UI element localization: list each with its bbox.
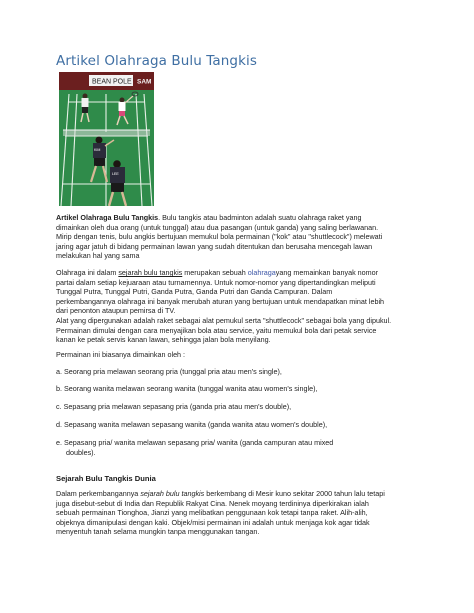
rules-line-1: Olahraga ini dalam sejarah bulu tangkis merupakan sebuah olahragayang memainkan banyak nomor (56, 268, 379, 277)
intro-line-2: dimainkan oleh dua orang (untuk tunggal) atau dua pasangan (untuk ganda) yang saling berlawanan. (56, 222, 379, 232)
intro-line-3: Mirip dengan tenis, bulu angkis bertujuan memukul bola permainan ("kok" atau "shuttlecock") melewati (56, 232, 383, 242)
rules-line-8: kanan ke petak servis kanan lawan, sehingga jalan bola menyilang. (56, 335, 271, 345)
list-item: c. Sepasang pria melawan sepasang pria (ganda pria atau men's double), (56, 402, 292, 411)
list-intro: Permainan ini biasanya dimainkan oleh : (56, 350, 186, 359)
sejarah-link[interactable]: sejarah bulu tangkis (118, 268, 183, 277)
badminton-photo (59, 72, 154, 206)
rules-line-5: dari penonton ataupun pemirsa di TV. (56, 306, 176, 316)
history-line-5: menyentuh tanah selama mungkin tanpa menggunakan tangan. (56, 527, 260, 537)
article-title: Artikel Olahraga Bulu Tangkis (56, 53, 258, 69)
history-line-4: objeknya dimanipulasi dengan kaki. Objek/misi permainan ini adalah untuk menjaga kok agar tidak (56, 517, 370, 527)
list-item: d. Sepasang wanita melawan sepasang wanita (ganda wanita atau women's double), (56, 420, 328, 429)
rules-paragraph (56, 268, 426, 345)
intro-line-5: melakukan hal yang sama (56, 251, 140, 261)
section-heading: Sejarah Bulu Tangkis Dunia (56, 474, 156, 483)
rules-line-7: Permainan dimulai dengan cara menyajikan bola atau service, yaitu memukul bola dari petak service (56, 325, 377, 335)
list-item-continuation: doubles). (66, 447, 96, 457)
rules-line-3: Tunggal Putra, Tunggal Putri, Ganda Putra, Ganda Putri dan Ganda Campuran. Dalam (56, 287, 333, 297)
intro-line-4: jaring agar jatuh di bidang permainan lawan yang sudah ditentukan dan berusaha mencegah lawan (56, 241, 373, 251)
rules-line-2: partai dalam setiap kejuaraan atau turnamennya. Untuk nomor-nomor yang dipertandingkan meliputi (56, 277, 376, 287)
history-line-1: Dalam perkembangannya sejarah bulu tangkis berkembang di Mesir kuno sekitar 2000 tahun lalu tetapi (56, 489, 385, 498)
list-item: a. Seorang pria melawan seorang pria (tunggal pria atau men's single), (56, 367, 282, 376)
list-item: b. Seorang wanita melawan seorang wanita (tunggal wanita atau women's single), (56, 384, 318, 393)
history-line-2: juga disebut-sebut di India dan Republik Rakyat Cina. Nenek moyang terdininya diperkirakan ialah (56, 498, 369, 508)
badminton-photo-illustration (59, 72, 154, 206)
rules-line-6: Alat yang dipergunakan adalah raket sebagai alat pemukul serta "shuttlecock" sebagai bola yang dipukul. (56, 315, 392, 325)
shirt-text-2: LEE (112, 172, 119, 176)
intro-paragraph (56, 213, 426, 261)
intro-line-1: Artikel Olahraga Bulu Tangkis. Bulu tangkis atau badminton adalah suatu olahraga raket yang (56, 213, 362, 222)
list-item: e. Sepasang pria/ wanita melawan sepasang pria/ wanita (ganda campuran atau mixed doubles). (56, 438, 426, 457)
history-paragraph (56, 489, 426, 537)
olahraga-link[interactable]: olahraga (247, 268, 276, 277)
intro-bold-lead: Artikel Olahraga Bulu Tangkis (56, 213, 159, 222)
net (63, 130, 150, 136)
history-line-3: sebuah permainan Tionghoa, Jianzi yang melibatkan penggunaan kok tetapi tanpa raket. Alih-alih, (56, 508, 368, 518)
sponsor-text: BEAN POLE (92, 78, 132, 86)
shirt-text: KIM (94, 148, 101, 152)
sponsor-text-2: SAM (137, 78, 152, 86)
rules-line-4: perkembangannya olahraga ini banyak merubah aturan yang bertujuan untuk mendapatkan minat lebih (56, 296, 385, 306)
history-italic-term: sejarah bulu tangkis (140, 489, 205, 498)
